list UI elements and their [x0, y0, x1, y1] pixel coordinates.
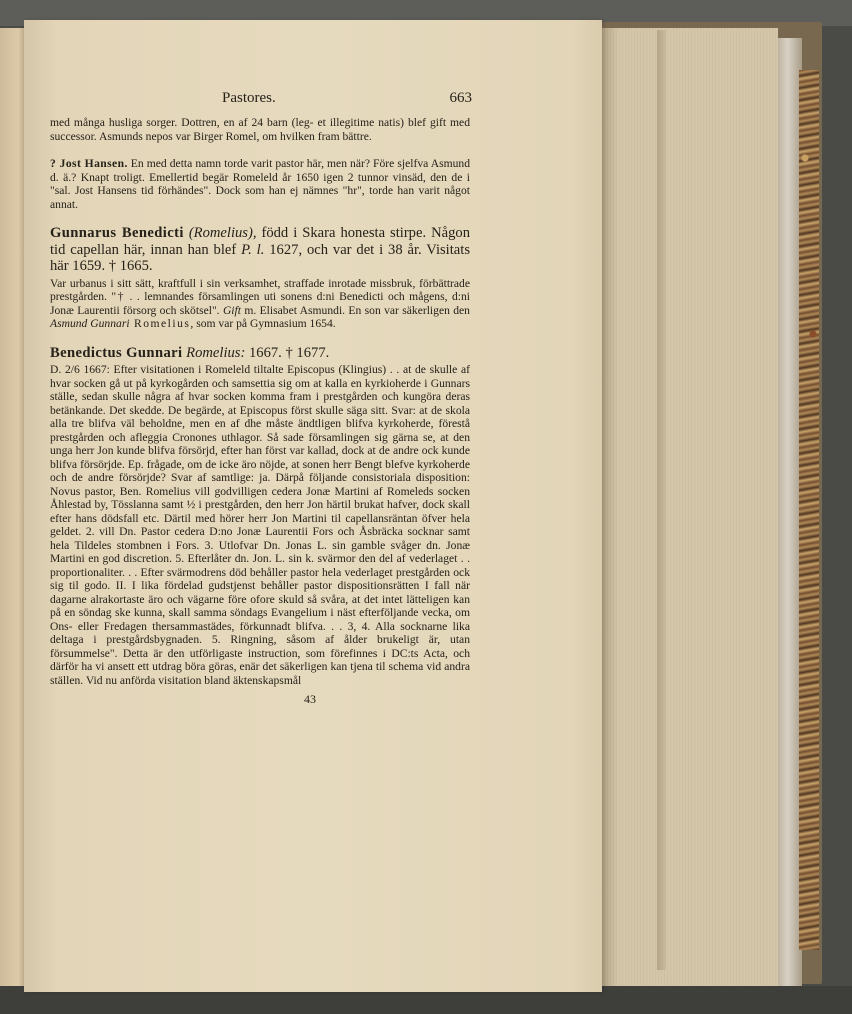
page-block-gap: [657, 30, 666, 970]
entry-abbrev: P. l.: [241, 241, 265, 258]
entry-text: född i Skara honesta stirpe. Någon tid capellan här, innan han blef: [50, 225, 470, 258]
signature-mark: 43: [304, 692, 316, 706]
entry-years: 1667. † 1677.: [245, 344, 330, 361]
entry-gunnarus-body: Var urbanus i sitt sätt, kraftfull i sin verksamhet, straffade inrotade missbruk, förbättrade prestgården. "† . . lemnandes församlingen uti sonens d:ni Benedicti och mågens, d:ni Jonæ Laurentii försorg och skötsel". Gift m. Elisabet Asmundi. En son var säkerligen den Asmund Gunnari Romelius, som var på Gymnasium 1654.: [50, 276, 470, 330]
page-number: 663: [449, 90, 472, 106]
entry-name-latin: (Romelius),: [188, 225, 257, 241]
entry-benedictus-body: D. 2/6 1667: Efter visitationen i Romeleld tiltalte Episcopus (Klingius) . . at de skulle af hvar socken gå ut på kyrkogården och samsettia sig om at kalla en kyrkioherde i Gunnars ställe, sedan skulle några af hvar socken komma fram i prestgården och kungöra deras betänkande. Det skedde. De begärde, at Episcopus först skulle säga sitt. Svar: at de skola alla tre blifva väl beholdne, men en af dhe måste ändtligen blifva kyrkoherde, förestå prestgården och afleggia Cronones uthlagor. Så sade församlingen sig gärna se, at den unga herr Jon kunde blifva försörjd, efter han först var kallad, dock at de andre ock kunde blifva försörjde. Ep. frågade, om de icke äro nöjde, at sonen herr Bengt blefve kyrkoherde och de andre försörjde? Svar af samtlige: ja. Därpå följande consistoriala disposition: Novus pastor, Ben. Romelius vill godvilligen cedera Jonæ Martini af Romeleds socken Åhlestad by, Tösslanna samt ½ i prestgården, den herr Jon härtil brukat hafver, dock skall efter hans dödsfall etc. Därtil med hörer herr Jon Martini til capellansräntan öfver hela geldet. 2. vill Dn. Pastor cedera D:no Jonæ Laurentii Fors och Åsbräcka socknar samt hela Tildeles stombnen i Fors. 3. Utlofvar Dn. Jonas L. sin gamble svåger dn. Jonæ Martini en god discretion. 5. Efterlåter dn. Jon. L. sin k. svärmor den del af vederlaget . . proportionaliter. . . Efter svärmodrens död behåller pastor hela vederlaget prestgården ock sig til godo. II. I lika fördelad gudstjenst behåller pastor dispositionsrätten I fall när dagarne alrakortaste äro och vägarne före ofore skuld så svåra, at det intet lätteligen kan på en söndag ske kunna, skall samma söndags Evangelium i näst efterföljande vecka, om Ons- eller Fredagen thersammastädes, förkunnadt blifva. . . 3, 4. Alla socknarne lika deltaga i prestgårdsbygnaden. 5. Ringning, såsom af ålder brukeligt är, utan försummelse". Detta är den utförligaste instruction, som förefinnes i DC:ts Acta, och därför ha vi ansett ett utdrag böra göras, enär det säkerligen kan tjena til schema vid andra ställen. Vid nu anförda visitation bland äktenskapsmål: [50, 363, 470, 687]
running-head: Pastores.: [222, 90, 276, 106]
page-block-edges: [598, 28, 778, 988]
entry-name: Benedictus Gunnari: [50, 344, 183, 361]
entry-name-latin: Romelius:: [186, 344, 246, 361]
entry-text: 1627, och var det i 38 år. Visitats här 1659. † 1665.: [50, 241, 470, 274]
entry-text: En med detta namn torde varit pastor här, men när? Före sjelfva Asmund d. ä.? Knapt troligt. Emellertid begär Romeleld år 1650 igen 2 tunnor vinsäd, den de i "sal. Jost Hansens tid förhändes". Dock som han ej nämnes "hr", torde han varit något annat.: [50, 157, 470, 211]
marbled-edge: [799, 70, 819, 950]
entry-gunnarus-heading: [50, 225, 470, 275]
page-header: [50, 92, 470, 116]
left-page-edge: [0, 28, 26, 988]
top-paragraph: med många husliga sorger. Dottren, en af 24 barn (leg- et illegitime natis) blef gift med successor. Asmunds nepos var Birger Romel, om hvilken fram bättre.: [50, 116, 470, 143]
entry-name: ? Jost Hansen.: [50, 157, 128, 170]
italic-name: Asmund Gunnari: [50, 317, 130, 330]
entry-benedictus-heading: [50, 345, 470, 362]
entry-jost-hansen: [50, 157, 470, 211]
spaced-name: Romelius: [129, 317, 191, 330]
page-text: [50, 92, 470, 707]
italic-gift: Gift: [222, 303, 241, 317]
entry-name: Gunnarus Benedicti: [50, 225, 184, 241]
